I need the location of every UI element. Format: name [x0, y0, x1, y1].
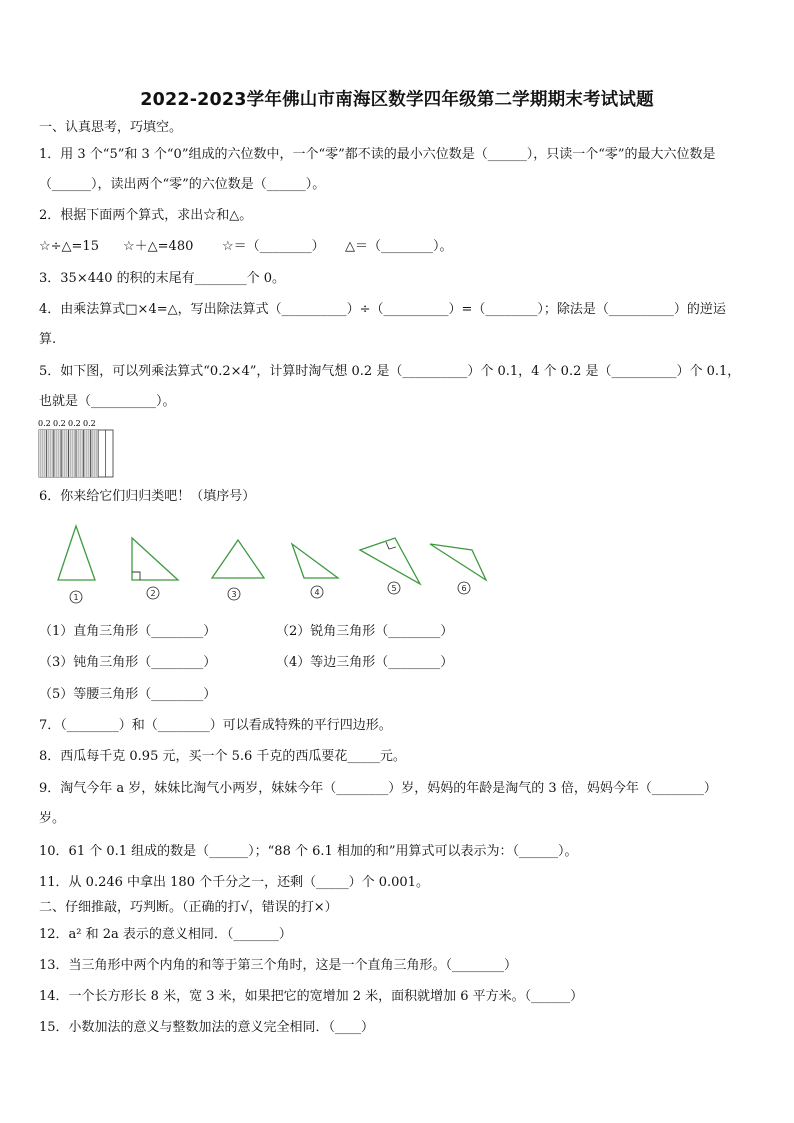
- section-2-heading: 二、仔细推敲，巧判断。（正确的打√，错误的打×）: [39, 900, 338, 915]
- q4-line2: 算.: [39, 332, 57, 347]
- triangle-5: [360, 538, 420, 584]
- triangle-6: [430, 544, 486, 580]
- q6-opt3: （3）钝角三角形（________）: [39, 655, 217, 670]
- section-1-heading: 一、认真思考，巧填空。: [39, 120, 183, 135]
- shape-label-1: 1: [73, 593, 79, 602]
- triangle-4: [292, 544, 338, 578]
- strip-label-3: 0.2: [68, 419, 81, 428]
- q1-line1: 1．用 3 个“5”和 3 个“0”组成的六位数中，一个“零”都不读的最小六位数是（______），只读一个“零”的最大六位数是: [39, 147, 716, 162]
- q6-opt5: （5）等腰三角形（________）: [39, 687, 217, 702]
- q9-line2: 岁。: [39, 811, 66, 826]
- shape-label-4: 4: [314, 588, 320, 597]
- decimal-strip-figure: [38, 418, 118, 484]
- q13-line: 13．当三角形中两个内角的和等于第三个角时，这是一个直角三角形。（________）: [39, 958, 518, 973]
- q1-line2: （______），读出两个“零”的六位数是（______）。: [39, 177, 326, 192]
- q12-line: 12．a² 和 2a 表示的意义相同．（_______）: [39, 927, 292, 942]
- shape-label-6: 6: [461, 584, 467, 593]
- right-angle-mark-2: [132, 572, 140, 580]
- strip-label-2: 0.2: [53, 419, 66, 428]
- exam-title: 2022-2023学年佛山市南海区数学四年级第二学期期末考试试题: [140, 90, 654, 110]
- q2-eq2: ☆＋△=480: [123, 239, 194, 254]
- q6-line1: 6．你来给它们归归类吧！（填序号）: [39, 489, 256, 504]
- q2-eq1: ☆÷△=15: [39, 239, 99, 254]
- q8-line: 8．西瓜每千克 0.95 元，买一个 5.6 千克的西瓜要花_____元。: [39, 749, 406, 764]
- triangle-1: [58, 526, 95, 580]
- q6-opt1: （1）直角三角形（________）: [39, 624, 217, 639]
- q2-line1: 2．根据下面两个算式，求出☆和△。: [39, 208, 253, 223]
- q5-line2: 也就是（__________）。: [39, 394, 176, 409]
- triangle-figures: [40, 518, 500, 610]
- q4-line1: 4．由乘法算式□×4=△，写出除法算式（__________）÷（__________）=（________）；除法是（__________）的逆运: [39, 302, 726, 317]
- triangle-2: [132, 538, 178, 580]
- shape-label-5: 5: [391, 584, 397, 593]
- shape-label-2: 2: [150, 589, 156, 598]
- q14-line: 14．一个长方形长 8 米，宽 3 米，如果把它的宽增加 2 米，面积就增加 6 平方米。（______）: [39, 989, 584, 1004]
- strip-label-1: 0.2: [38, 419, 51, 428]
- strip-label-4: 0.2: [83, 419, 96, 428]
- q6-opt2: （2）锐角三角形（________）: [276, 624, 454, 639]
- q6-opt4: （4）等边三角形（________）: [276, 655, 454, 670]
- q7-line: 7．（________）和（________）可以看成特殊的平行四边形。: [39, 718, 392, 733]
- q3-line: 3．35×440 的积的末尾有________个 0。: [39, 271, 286, 286]
- q2-triangle-answer: △＝（________）。: [345, 239, 453, 254]
- q15-line: 15．小数加法的意义与整数加法的意义完全相同．（____）: [39, 1020, 375, 1035]
- q2-star-answer: ☆＝（________）: [222, 239, 325, 254]
- right-angle-mark-5: [386, 542, 396, 549]
- q9-line1: 9．淘气今年 a 岁，妹妹比淘气小两岁，妹妹今年（________）岁，妈妈的年龄是淘气的 3 倍，妈妈今年（________）: [39, 781, 717, 796]
- q5-line1: 5．如下图，可以列乘法算式“0.2×4”，计算时淘气想 0.2 是（__________）个 0.1，4 个 0.2 是（__________）个 0.1，: [39, 364, 741, 379]
- q11-line: 11．从 0.246 中拿出 180 个千分之一，还剩（_____）个 0.001。: [39, 875, 429, 890]
- shape-label-3: 3: [231, 590, 237, 599]
- triangle-3: [212, 540, 264, 578]
- q10-line: 10．61 个 0.1 组成的数是（______）；“88 个 6.1 相加的和”用算式可以表示为：（______）。: [39, 844, 578, 859]
